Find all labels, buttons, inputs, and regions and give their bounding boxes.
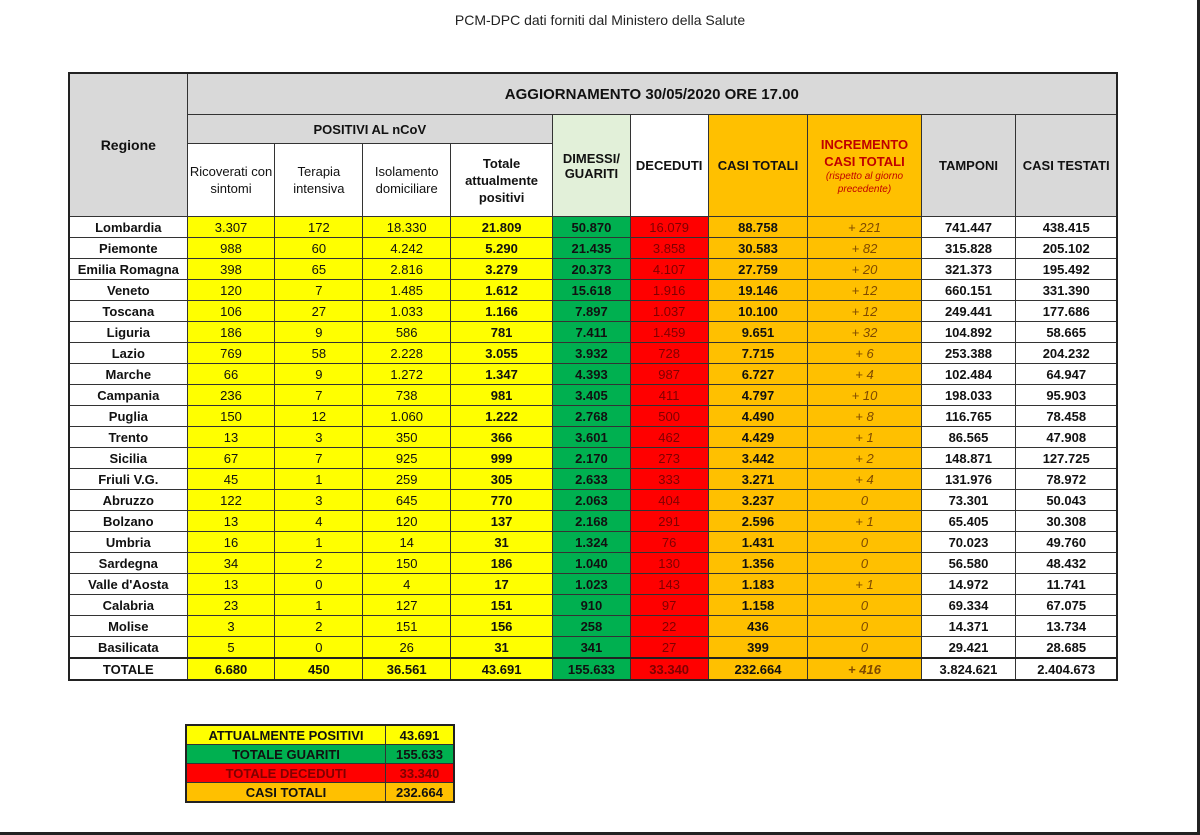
cell-terapia: 7 xyxy=(275,280,363,301)
header-deceduti: DECEDUTI xyxy=(630,115,708,217)
totale-dimessi: 155.633 xyxy=(553,658,631,680)
cell-tamponi: 70.023 xyxy=(921,532,1016,553)
cell-casi-testati: 78.972 xyxy=(1016,469,1117,490)
cell-totale-pos: 305 xyxy=(451,469,553,490)
cell-terapia: 1 xyxy=(275,595,363,616)
cell-incremento: + 1 xyxy=(808,574,921,595)
cell-dimessi: 7.411 xyxy=(553,322,631,343)
cell-regione: Campania xyxy=(69,385,187,406)
cell-incremento: 0 xyxy=(808,532,921,553)
cell-deceduti: 4.107 xyxy=(630,259,708,280)
cell-regione: Liguria xyxy=(69,322,187,343)
summary-value: 232.664 xyxy=(385,783,454,803)
page-caption: PCM-DPC dati forniti dal Ministero della Salute xyxy=(454,12,746,28)
cell-terapia: 58 xyxy=(275,343,363,364)
totale-isolamento: 36.561 xyxy=(363,658,451,680)
cell-casi-totali: 6.727 xyxy=(708,364,808,385)
cell-casi-testati: 58.665 xyxy=(1016,322,1117,343)
cell-isolamento: 738 xyxy=(363,385,451,406)
cell-deceduti: 291 xyxy=(630,511,708,532)
header-isolamento: Isolamento domiciliare xyxy=(363,144,451,217)
cell-terapia: 7 xyxy=(275,385,363,406)
cell-isolamento: 925 xyxy=(363,448,451,469)
cell-incremento: + 6 xyxy=(808,343,921,364)
table-row xyxy=(69,511,1117,532)
cell-terapia: 65 xyxy=(275,259,363,280)
cell-casi-totali: 2.596 xyxy=(708,511,808,532)
cell-isolamento: 1.060 xyxy=(363,406,451,427)
cell-incremento: + 12 xyxy=(808,301,921,322)
cell-casi-testati: 205.102 xyxy=(1016,238,1117,259)
cell-terapia: 2 xyxy=(275,553,363,574)
cell-ricoverati: 13 xyxy=(187,574,275,595)
cell-terapia: 60 xyxy=(275,238,363,259)
cell-casi-totali: 1.431 xyxy=(708,532,808,553)
cell-ricoverati: 3 xyxy=(187,616,275,637)
summary-row xyxy=(186,745,454,764)
cell-totale-pos: 3.279 xyxy=(451,259,553,280)
table-row xyxy=(69,322,1117,343)
cell-casi-totali: 30.583 xyxy=(708,238,808,259)
cell-terapia: 12 xyxy=(275,406,363,427)
cell-ricoverati: 3.307 xyxy=(187,217,275,238)
cell-incremento: 0 xyxy=(808,553,921,574)
cell-tamponi: 56.580 xyxy=(921,553,1016,574)
table-row xyxy=(69,469,1117,490)
totale-casi-testati: 2.404.673 xyxy=(1016,658,1117,680)
cell-regione: Abruzzo xyxy=(69,490,187,511)
cell-casi-totali: 399 xyxy=(708,637,808,659)
cell-terapia: 7 xyxy=(275,448,363,469)
cell-casi-testati: 195.492 xyxy=(1016,259,1117,280)
cell-terapia: 172 xyxy=(275,217,363,238)
cell-casi-totali: 3.271 xyxy=(708,469,808,490)
cell-incremento: 0 xyxy=(808,616,921,637)
cell-casi-totali: 3.442 xyxy=(708,448,808,469)
cell-tamponi: 741.447 xyxy=(921,217,1016,238)
cell-isolamento: 127 xyxy=(363,595,451,616)
cell-terapia: 0 xyxy=(275,637,363,659)
header-casi-totali: CASI TOTALI xyxy=(708,115,808,217)
cell-ricoverati: 5 xyxy=(187,637,275,659)
cell-tamponi: 86.565 xyxy=(921,427,1016,448)
header-ricoverati: Ricoverati con sintomi xyxy=(187,144,275,217)
cell-deceduti: 333 xyxy=(630,469,708,490)
cell-casi-totali: 1.183 xyxy=(708,574,808,595)
cell-ricoverati: 236 xyxy=(187,385,275,406)
header-incremento xyxy=(808,115,921,217)
cell-regione: Valle d'Aosta xyxy=(69,574,187,595)
cell-ricoverati: 186 xyxy=(187,322,275,343)
cell-totale-pos: 21.809 xyxy=(451,217,553,238)
table-row xyxy=(69,280,1117,301)
cell-casi-totali: 19.146 xyxy=(708,280,808,301)
cell-terapia: 27 xyxy=(275,301,363,322)
cell-regione: Lazio xyxy=(69,343,187,364)
cell-dimessi: 2.168 xyxy=(553,511,631,532)
table-row xyxy=(69,574,1117,595)
header-positivi: POSITIVI AL nCoV xyxy=(187,115,552,144)
table-row xyxy=(69,217,1117,238)
cell-deceduti: 500 xyxy=(630,406,708,427)
cell-totale-pos: 31 xyxy=(451,532,553,553)
cell-totale-pos: 981 xyxy=(451,385,553,406)
cell-regione: Piemonte xyxy=(69,238,187,259)
cell-ricoverati: 16 xyxy=(187,532,275,553)
header-totale-positivi: Totale attualmente positivi xyxy=(451,144,553,217)
cell-incremento: + 32 xyxy=(808,322,921,343)
cell-tamponi: 321.373 xyxy=(921,259,1016,280)
cell-deceduti: 1.916 xyxy=(630,280,708,301)
cell-isolamento: 259 xyxy=(363,469,451,490)
cell-casi-testati: 11.741 xyxy=(1016,574,1117,595)
cell-totale-pos: 5.290 xyxy=(451,238,553,259)
totale-tamponi: 3.824.621 xyxy=(921,658,1016,680)
table-row xyxy=(69,385,1117,406)
cell-terapia: 0 xyxy=(275,574,363,595)
cell-regione: Basilicata xyxy=(69,637,187,659)
cell-tamponi: 14.371 xyxy=(921,616,1016,637)
table-row xyxy=(69,238,1117,259)
cell-tamponi: 102.484 xyxy=(921,364,1016,385)
cell-dimessi: 3.932 xyxy=(553,343,631,364)
cell-tamponi: 198.033 xyxy=(921,385,1016,406)
cell-isolamento: 2.228 xyxy=(363,343,451,364)
covid-regions-table xyxy=(68,72,1118,681)
cell-regione: Bolzano xyxy=(69,511,187,532)
cell-incremento: + 12 xyxy=(808,280,921,301)
cell-terapia: 2 xyxy=(275,616,363,637)
cell-dimessi: 15.618 xyxy=(553,280,631,301)
cell-dimessi: 258 xyxy=(553,616,631,637)
cell-dimessi: 1.040 xyxy=(553,553,631,574)
cell-casi-testati: 50.043 xyxy=(1016,490,1117,511)
cell-deceduti: 728 xyxy=(630,343,708,364)
cell-isolamento: 151 xyxy=(363,616,451,637)
cell-isolamento: 18.330 xyxy=(363,217,451,238)
cell-dimessi: 1.023 xyxy=(553,574,631,595)
summary-value: 33.340 xyxy=(385,764,454,783)
header-terapia: Terapia intensiva xyxy=(275,144,363,217)
cell-ricoverati: 150 xyxy=(187,406,275,427)
totale-label: TOTALE xyxy=(69,658,187,680)
cell-totale-pos: 366 xyxy=(451,427,553,448)
totale-incremento: + 416 xyxy=(808,658,921,680)
summary-label: TOTALE DECEDUTI xyxy=(186,764,385,783)
cell-deceduti: 143 xyxy=(630,574,708,595)
cell-isolamento: 1.272 xyxy=(363,364,451,385)
cell-casi-totali: 4.429 xyxy=(708,427,808,448)
cell-tamponi: 148.871 xyxy=(921,448,1016,469)
cell-deceduti: 27 xyxy=(630,637,708,659)
cell-incremento: + 4 xyxy=(808,469,921,490)
cell-dimessi: 7.897 xyxy=(553,301,631,322)
cell-tamponi: 14.972 xyxy=(921,574,1016,595)
table-row xyxy=(69,532,1117,553)
cell-tamponi: 69.334 xyxy=(921,595,1016,616)
cell-deceduti: 97 xyxy=(630,595,708,616)
cell-deceduti: 76 xyxy=(630,532,708,553)
cell-dimessi: 1.324 xyxy=(553,532,631,553)
cell-totale-pos: 31 xyxy=(451,637,553,659)
cell-regione: Sicilia xyxy=(69,448,187,469)
cell-ricoverati: 66 xyxy=(187,364,275,385)
summary-row xyxy=(186,783,454,803)
cell-regione: Marche xyxy=(69,364,187,385)
cell-deceduti: 1.459 xyxy=(630,322,708,343)
cell-isolamento: 4.242 xyxy=(363,238,451,259)
cell-casi-totali: 1.356 xyxy=(708,553,808,574)
cell-casi-testati: 204.232 xyxy=(1016,343,1117,364)
cell-casi-testati: 67.075 xyxy=(1016,595,1117,616)
cell-regione: Sardegna xyxy=(69,553,187,574)
cell-casi-totali: 27.759 xyxy=(708,259,808,280)
cell-terapia: 9 xyxy=(275,364,363,385)
summary-label: ATTUALMENTE POSITIVI xyxy=(186,725,385,745)
cell-dimessi: 20.373 xyxy=(553,259,631,280)
summary-table xyxy=(185,724,455,803)
cell-terapia: 9 xyxy=(275,322,363,343)
cell-tamponi: 104.892 xyxy=(921,322,1016,343)
cell-regione: Friuli V.G. xyxy=(69,469,187,490)
cell-totale-pos: 1.612 xyxy=(451,280,553,301)
cell-tamponi: 249.441 xyxy=(921,301,1016,322)
cell-deceduti: 130 xyxy=(630,553,708,574)
cell-isolamento: 350 xyxy=(363,427,451,448)
cell-totale-pos: 156 xyxy=(451,616,553,637)
cell-tamponi: 131.976 xyxy=(921,469,1016,490)
cell-ricoverati: 769 xyxy=(187,343,275,364)
cell-casi-testati: 48.432 xyxy=(1016,553,1117,574)
cell-regione: Lombardia xyxy=(69,217,187,238)
cell-isolamento: 645 xyxy=(363,490,451,511)
summary-value: 155.633 xyxy=(385,745,454,764)
cell-regione: Emilia Romagna xyxy=(69,259,187,280)
table-row xyxy=(69,490,1117,511)
cell-terapia: 1 xyxy=(275,469,363,490)
cell-dimessi: 4.393 xyxy=(553,364,631,385)
cell-regione: Veneto xyxy=(69,280,187,301)
header-dimessi: DIMESSI/ GUARITI xyxy=(553,115,631,217)
cell-deceduti: 462 xyxy=(630,427,708,448)
cell-tamponi: 116.765 xyxy=(921,406,1016,427)
cell-isolamento: 4 xyxy=(363,574,451,595)
cell-tamponi: 29.421 xyxy=(921,637,1016,659)
cell-terapia: 4 xyxy=(275,511,363,532)
cell-dimessi: 3.405 xyxy=(553,385,631,406)
table-row xyxy=(69,553,1117,574)
cell-ricoverati: 45 xyxy=(187,469,275,490)
cell-casi-testati: 49.760 xyxy=(1016,532,1117,553)
cell-ricoverati: 13 xyxy=(187,427,275,448)
cell-dimessi: 2.170 xyxy=(553,448,631,469)
cell-incremento: + 20 xyxy=(808,259,921,280)
cell-dimessi: 3.601 xyxy=(553,427,631,448)
cell-regione: Calabria xyxy=(69,595,187,616)
header-incremento-note: (rispetto al giorno precedente) xyxy=(825,170,904,195)
table-row xyxy=(69,595,1117,616)
header-incremento-label: INCREMENTO CASI TOTALI xyxy=(820,136,909,169)
cell-tamponi: 253.388 xyxy=(921,343,1016,364)
cell-isolamento: 1.033 xyxy=(363,301,451,322)
table-row xyxy=(69,448,1117,469)
totale-casi-totali: 232.664 xyxy=(708,658,808,680)
cell-totale-pos: 151 xyxy=(451,595,553,616)
cell-incremento: + 1 xyxy=(808,427,921,448)
cell-totale-pos: 999 xyxy=(451,448,553,469)
cell-casi-testati: 78.458 xyxy=(1016,406,1117,427)
cell-regione: Trento xyxy=(69,427,187,448)
cell-isolamento: 26 xyxy=(363,637,451,659)
cell-regione: Umbria xyxy=(69,532,187,553)
cell-dimessi: 2.633 xyxy=(553,469,631,490)
cell-terapia: 1 xyxy=(275,532,363,553)
cell-deceduti: 16.079 xyxy=(630,217,708,238)
cell-isolamento: 2.816 xyxy=(363,259,451,280)
summary-value: 43.691 xyxy=(385,725,454,745)
cell-incremento: + 221 xyxy=(808,217,921,238)
totale-positivi: 43.691 xyxy=(451,658,553,680)
totale-deceduti: 33.340 xyxy=(630,658,708,680)
table-row xyxy=(69,637,1117,659)
cell-totale-pos: 137 xyxy=(451,511,553,532)
cell-incremento: 0 xyxy=(808,490,921,511)
cell-deceduti: 987 xyxy=(630,364,708,385)
cell-dimessi: 341 xyxy=(553,637,631,659)
cell-dimessi: 2.063 xyxy=(553,490,631,511)
cell-casi-testati: 438.415 xyxy=(1016,217,1117,238)
cell-totale-pos: 17 xyxy=(451,574,553,595)
cell-ricoverati: 398 xyxy=(187,259,275,280)
cell-ricoverati: 988 xyxy=(187,238,275,259)
cell-ricoverati: 13 xyxy=(187,511,275,532)
cell-incremento: + 8 xyxy=(808,406,921,427)
cell-deceduti: 1.037 xyxy=(630,301,708,322)
cell-dimessi: 910 xyxy=(553,595,631,616)
cell-casi-totali: 1.158 xyxy=(708,595,808,616)
summary-label: TOTALE GUARITI xyxy=(186,745,385,764)
cell-casi-testati: 95.903 xyxy=(1016,385,1117,406)
cell-incremento: + 2 xyxy=(808,448,921,469)
cell-ricoverati: 122 xyxy=(187,490,275,511)
cell-totale-pos: 186 xyxy=(451,553,553,574)
summary-label: CASI TOTALI xyxy=(186,783,385,803)
cell-deceduti: 22 xyxy=(630,616,708,637)
cell-casi-totali: 4.797 xyxy=(708,385,808,406)
cell-tamponi: 65.405 xyxy=(921,511,1016,532)
cell-totale-pos: 781 xyxy=(451,322,553,343)
cell-totale-pos: 1.222 xyxy=(451,406,553,427)
cell-incremento: + 82 xyxy=(808,238,921,259)
cell-casi-totali: 3.237 xyxy=(708,490,808,511)
cell-ricoverati: 67 xyxy=(187,448,275,469)
table-row xyxy=(69,259,1117,280)
cell-tamponi: 73.301 xyxy=(921,490,1016,511)
totale-ricoverati: 6.680 xyxy=(187,658,275,680)
table-row xyxy=(69,343,1117,364)
cell-casi-testati: 177.686 xyxy=(1016,301,1117,322)
summary-row xyxy=(186,725,454,745)
cell-regione: Molise xyxy=(69,616,187,637)
cell-deceduti: 3.858 xyxy=(630,238,708,259)
cell-ricoverati: 34 xyxy=(187,553,275,574)
header-update: AGGIORNAMENTO 30/05/2020 ORE 17.00 xyxy=(187,73,1117,115)
cell-dimessi: 2.768 xyxy=(553,406,631,427)
totale-row xyxy=(69,658,1117,680)
cell-dimessi: 21.435 xyxy=(553,238,631,259)
cell-casi-testati: 28.685 xyxy=(1016,637,1117,659)
cell-totale-pos: 1.166 xyxy=(451,301,553,322)
header-regione: Regione xyxy=(69,73,187,217)
totale-terapia: 450 xyxy=(275,658,363,680)
cell-casi-testati: 64.947 xyxy=(1016,364,1117,385)
cell-deceduti: 404 xyxy=(630,490,708,511)
cell-incremento: + 4 xyxy=(808,364,921,385)
cell-isolamento: 120 xyxy=(363,511,451,532)
cell-casi-totali: 10.100 xyxy=(708,301,808,322)
table-row xyxy=(69,301,1117,322)
table-row xyxy=(69,616,1117,637)
cell-ricoverati: 120 xyxy=(187,280,275,301)
cell-casi-totali: 4.490 xyxy=(708,406,808,427)
cell-ricoverati: 23 xyxy=(187,595,275,616)
cell-deceduti: 273 xyxy=(630,448,708,469)
cell-isolamento: 150 xyxy=(363,553,451,574)
cell-incremento: 0 xyxy=(808,637,921,659)
cell-totale-pos: 3.055 xyxy=(451,343,553,364)
cell-dimessi: 50.870 xyxy=(553,217,631,238)
table-row xyxy=(69,427,1117,448)
cell-casi-totali: 436 xyxy=(708,616,808,637)
cell-incremento: + 1 xyxy=(808,511,921,532)
cell-tamponi: 660.151 xyxy=(921,280,1016,301)
cell-isolamento: 14 xyxy=(363,532,451,553)
cell-totale-pos: 770 xyxy=(451,490,553,511)
cell-casi-testati: 331.390 xyxy=(1016,280,1117,301)
cell-tamponi: 315.828 xyxy=(921,238,1016,259)
cell-terapia: 3 xyxy=(275,427,363,448)
cell-casi-totali: 7.715 xyxy=(708,343,808,364)
cell-regione: Toscana xyxy=(69,301,187,322)
cell-casi-totali: 9.651 xyxy=(708,322,808,343)
cell-isolamento: 586 xyxy=(363,322,451,343)
cell-deceduti: 411 xyxy=(630,385,708,406)
cell-terapia: 3 xyxy=(275,490,363,511)
header-tamponi: TAMPONI xyxy=(921,115,1016,217)
summary-row xyxy=(186,764,454,783)
table-row xyxy=(69,364,1117,385)
cell-casi-testati: 127.725 xyxy=(1016,448,1117,469)
cell-casi-testati: 47.908 xyxy=(1016,427,1117,448)
cell-ricoverati: 106 xyxy=(187,301,275,322)
cell-isolamento: 1.485 xyxy=(363,280,451,301)
cell-incremento: 0 xyxy=(808,595,921,616)
table-row xyxy=(69,406,1117,427)
cell-casi-totali: 88.758 xyxy=(708,217,808,238)
cell-incremento: + 10 xyxy=(808,385,921,406)
header-casi-testati: CASI TESTATI xyxy=(1016,115,1117,217)
cell-casi-testati: 13.734 xyxy=(1016,616,1117,637)
cell-totale-pos: 1.347 xyxy=(451,364,553,385)
cell-regione: Puglia xyxy=(69,406,187,427)
cell-casi-testati: 30.308 xyxy=(1016,511,1117,532)
